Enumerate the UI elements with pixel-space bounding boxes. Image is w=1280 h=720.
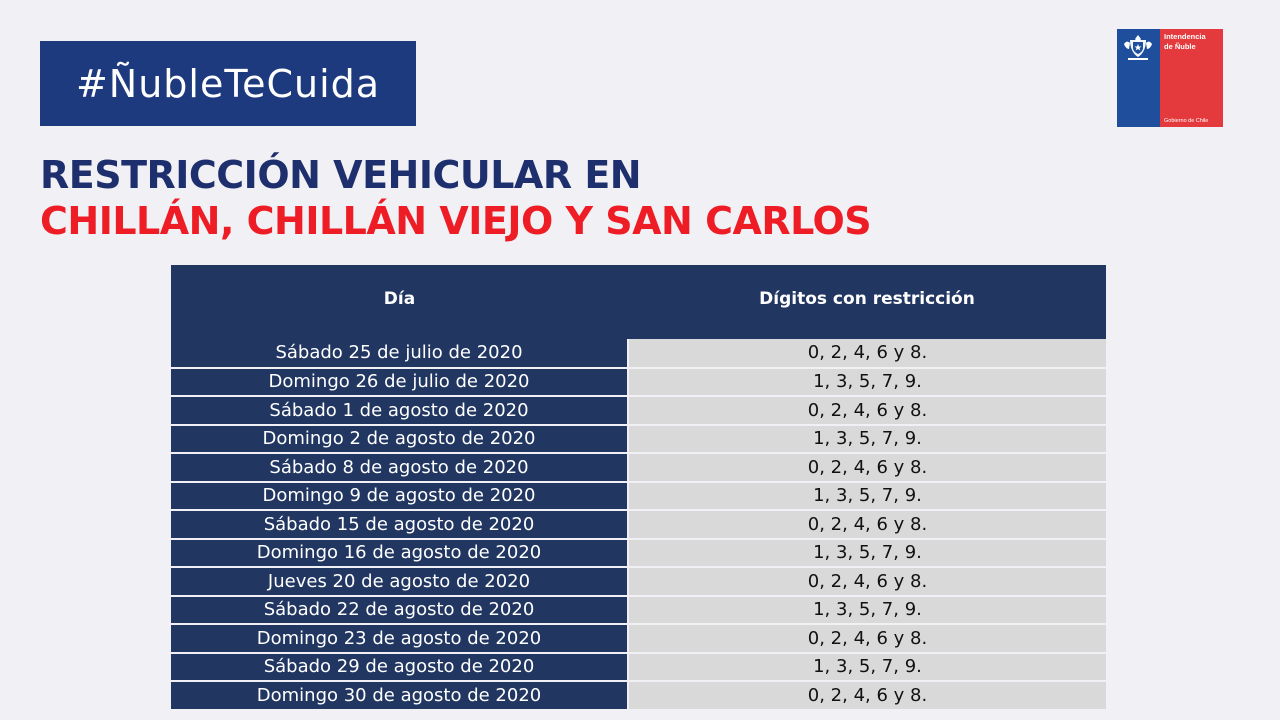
table-body <box>171 339 1106 710</box>
logo-text-line1: Intendencia <box>1164 32 1206 41</box>
table-row <box>171 567 1106 596</box>
day-cell: Sábado 29 de agosto de 2020 <box>171 653 628 682</box>
day-cell: Domingo 16 de agosto de 2020 <box>171 539 628 568</box>
table-row <box>171 453 1106 482</box>
table-row <box>171 510 1106 539</box>
hashtag-text: #ÑubleTeCuida <box>75 61 381 106</box>
table-row <box>171 396 1106 425</box>
header-digits: Dígitos con restricción <box>628 265 1106 339</box>
digits-cell: 1, 3, 5, 7, 9. <box>628 596 1106 625</box>
day-cell: Sábado 1 de agosto de 2020 <box>171 396 628 425</box>
title-line-1: RESTRICCIÓN VEHICULAR EN <box>40 153 642 197</box>
table-row <box>171 596 1106 625</box>
digits-cell: 0, 2, 4, 6 y 8. <box>628 510 1106 539</box>
day-cell: Jueves 20 de agosto de 2020 <box>171 567 628 596</box>
digits-cell: 1, 3, 5, 7, 9. <box>628 539 1106 568</box>
title-line-2: CHILLÁN, CHILLÁN VIEJO Y SAN CARLOS <box>40 199 872 243</box>
table-row <box>171 624 1106 653</box>
table-row <box>171 482 1106 511</box>
hashtag-banner <box>40 41 416 126</box>
table-row <box>171 681 1106 710</box>
digits-cell: 0, 2, 4, 6 y 8. <box>628 339 1106 368</box>
digits-cell: 0, 2, 4, 6 y 8. <box>628 567 1106 596</box>
table-header-row <box>171 265 1106 339</box>
digits-cell: 1, 3, 5, 7, 9. <box>628 368 1106 397</box>
page-title <box>40 152 871 244</box>
digits-cell: 1, 3, 5, 7, 9. <box>628 425 1106 454</box>
digits-cell: 0, 2, 4, 6 y 8. <box>628 396 1106 425</box>
logo-red-panel <box>1160 29 1223 127</box>
day-cell: Domingo 2 de agosto de 2020 <box>171 425 628 454</box>
digits-cell: 1, 3, 5, 7, 9. <box>628 653 1106 682</box>
restriction-table <box>171 265 1106 711</box>
digits-cell: 1, 3, 5, 7, 9. <box>628 482 1106 511</box>
logo-blue-panel <box>1117 29 1160 127</box>
day-cell: Sábado 22 de agosto de 2020 <box>171 596 628 625</box>
digits-cell: 0, 2, 4, 6 y 8. <box>628 453 1106 482</box>
intendencia-logo <box>1117 29 1223 127</box>
day-cell: Domingo 23 de agosto de 2020 <box>171 624 628 653</box>
logo-text-line2: de Ñuble <box>1164 42 1196 51</box>
digits-cell: 0, 2, 4, 6 y 8. <box>628 624 1106 653</box>
restriction-table-container <box>171 265 1106 711</box>
table-row <box>171 425 1106 454</box>
day-cell: Sábado 8 de agosto de 2020 <box>171 453 628 482</box>
day-cell: Sábado 25 de julio de 2020 <box>171 339 628 368</box>
header-day: Día <box>171 265 628 339</box>
day-cell: Domingo 9 de agosto de 2020 <box>171 482 628 511</box>
logo-footer-text: Gobierno de Chile <box>1164 118 1209 124</box>
digits-cell: 0, 2, 4, 6 y 8. <box>628 681 1106 710</box>
table-row <box>171 339 1106 368</box>
table-row <box>171 368 1106 397</box>
table-row <box>171 653 1106 682</box>
day-cell: Domingo 26 de julio de 2020 <box>171 368 628 397</box>
day-cell: Domingo 30 de agosto de 2020 <box>171 681 628 710</box>
table-row <box>171 539 1106 568</box>
day-cell: Sábado 15 de agosto de 2020 <box>171 510 628 539</box>
coat-of-arms-icon <box>1120 32 1156 62</box>
